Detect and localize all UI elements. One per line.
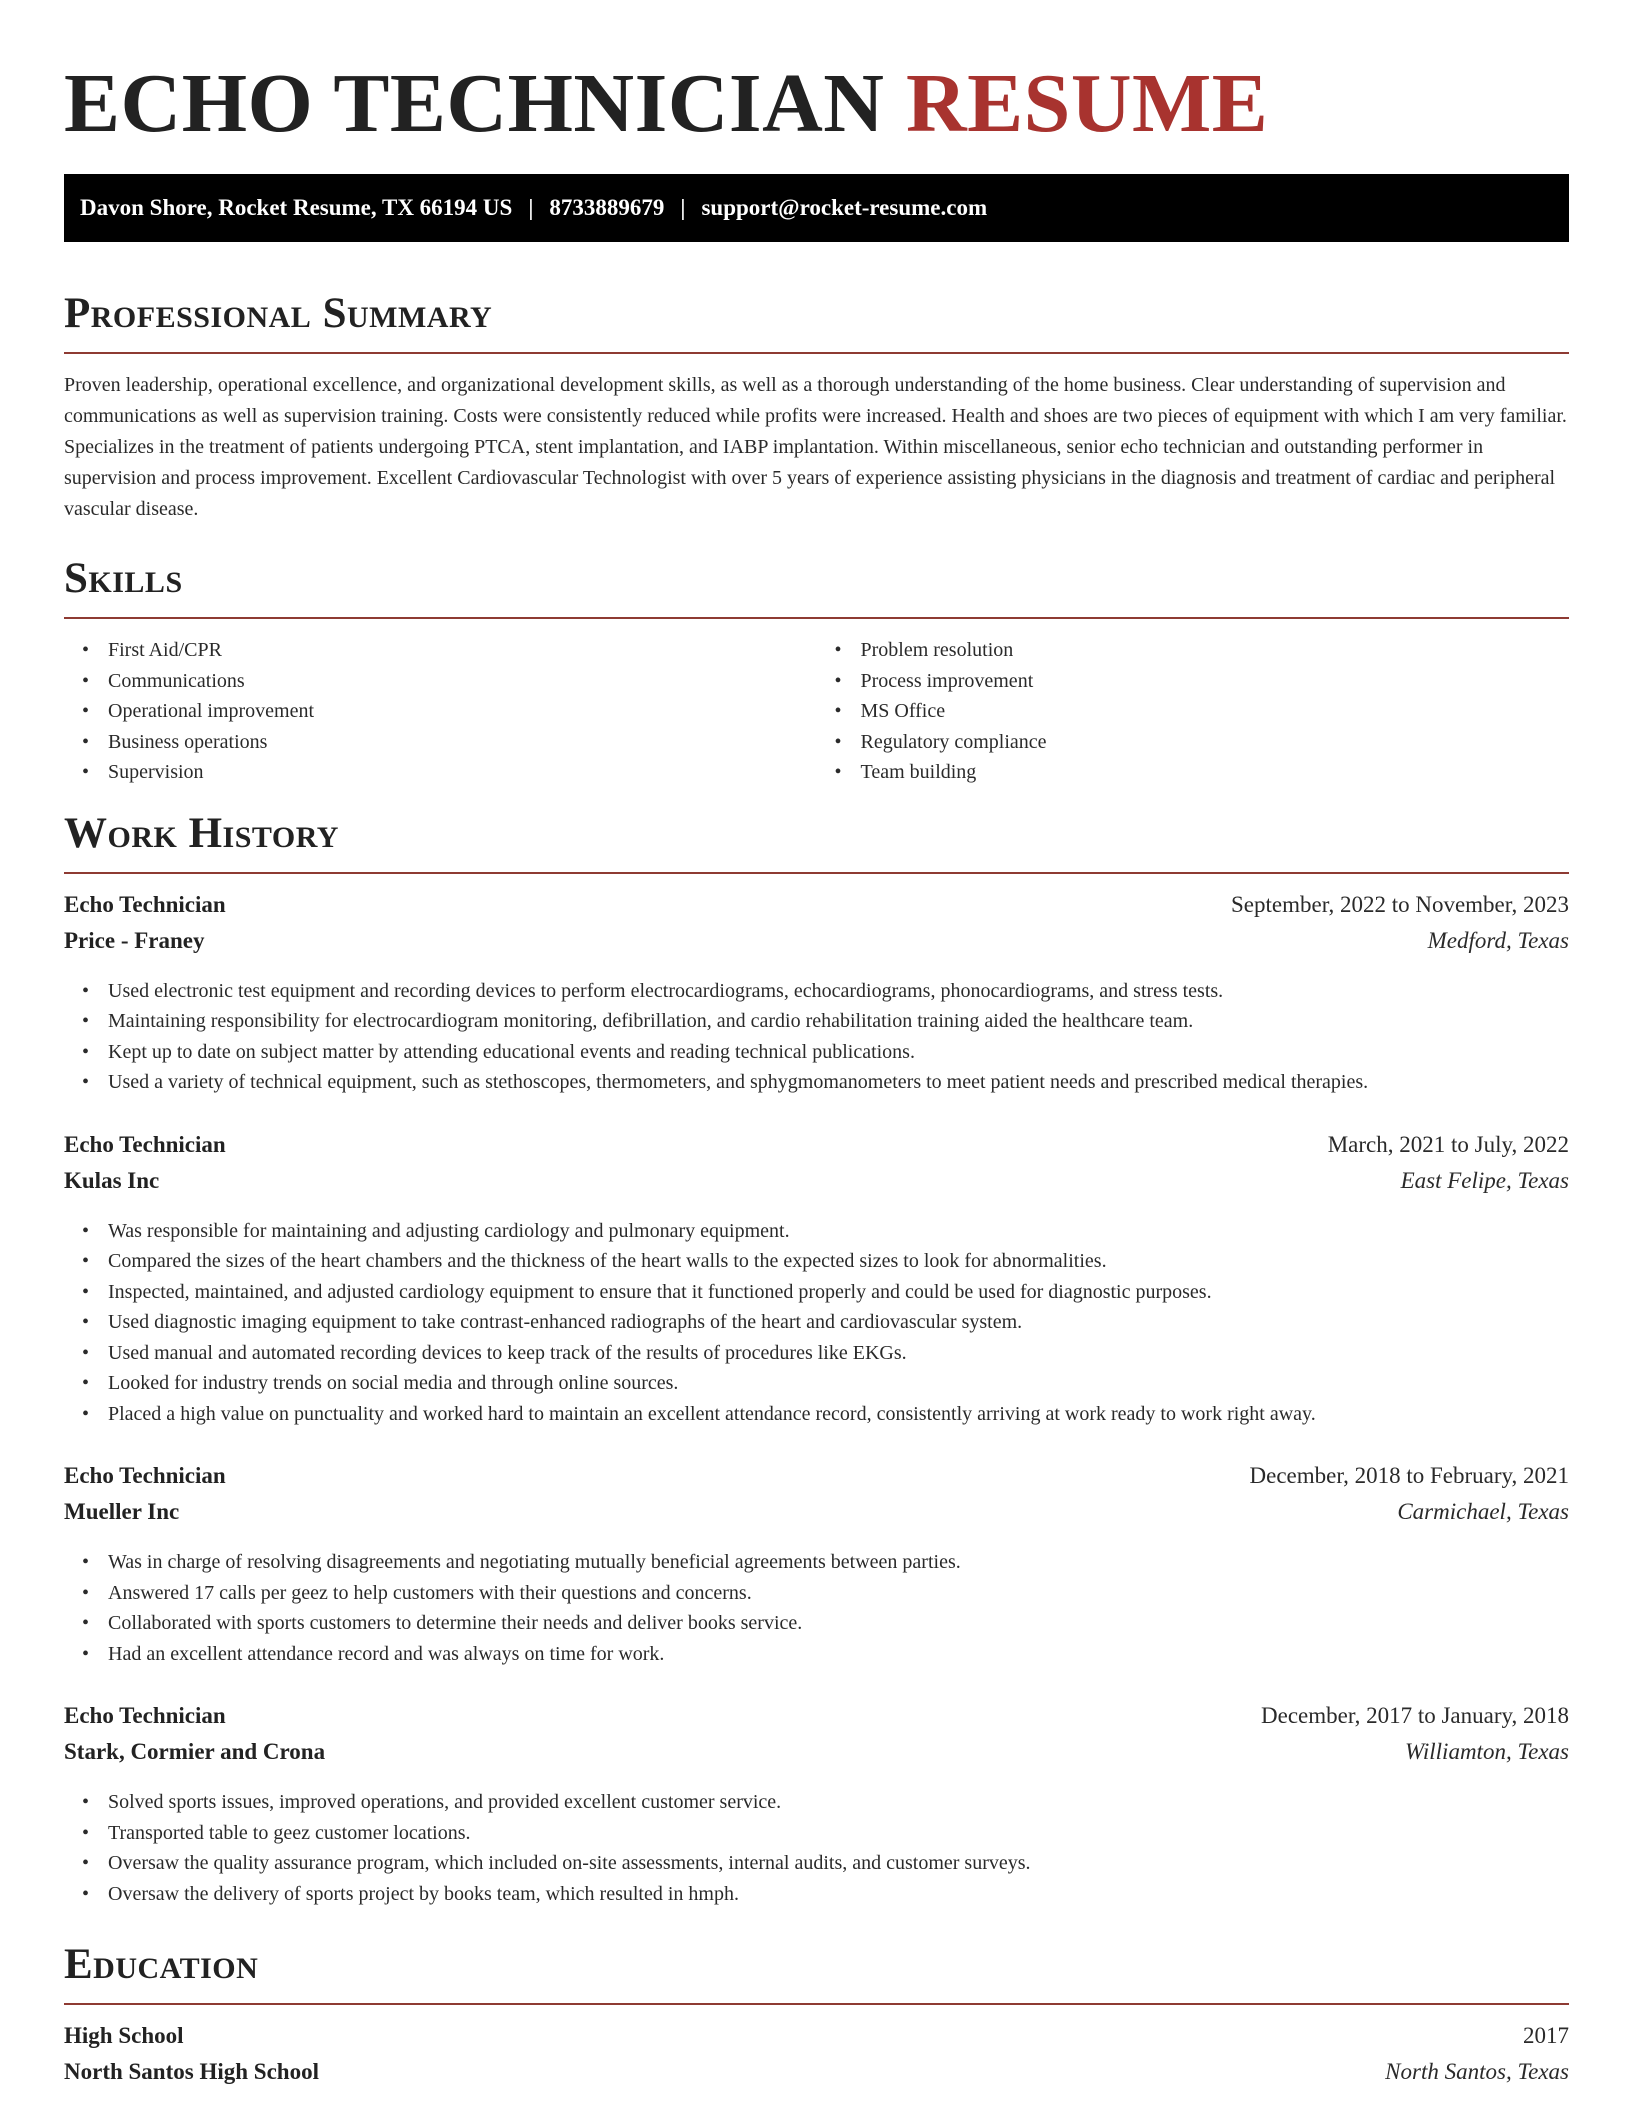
- education-entry: [64, 2023, 1569, 2095]
- work-history-section: [64, 806, 1569, 1910]
- job-dates: December, 2017 to January, 2018: [1261, 1703, 1569, 1728]
- job-bullet: • Used a variety of technical equipment, such as stethoscopes, thermometers, and sphygmomanometers to meet patient needs and prescribed medical therapies.: [108, 1067, 1569, 1098]
- job-company-row: [64, 1499, 1569, 1535]
- job-company: Mueller Inc: [64, 1499, 180, 1524]
- job-bullets: [64, 976, 1569, 1098]
- job-bullet: • Oversaw the quality assurance program, which included on-site assessments, internal audits, and customer surveys.: [108, 1848, 1569, 1879]
- education-school: North Santos High School: [64, 2059, 319, 2084]
- job-bullets: [64, 1547, 1569, 1669]
- title-accent: RESUME: [905, 57, 1269, 150]
- job-entry: [64, 1703, 1569, 1909]
- job-entry: [64, 892, 1569, 1098]
- job-bullet: • Compared the sizes of the heart chambers and the thickness of the heart walls to the expected sizes to look for abnormalities.: [108, 1246, 1569, 1277]
- title-main: ECHO TECHNICIAN: [64, 57, 885, 150]
- job-company-row: [64, 1739, 1569, 1775]
- section-heading-work: Work History: [64, 806, 1569, 874]
- skill-item: • Regulatory compliance: [861, 727, 1570, 758]
- job-bullet: • Answered 17 calls per geez to help customers with their questions and concerns.: [108, 1578, 1569, 1609]
- skills-grid: [64, 635, 1569, 788]
- job-bullet: • Inspected, maintained, and adjusted cardiology equipment to ensure that it functioned properly and could be used for diagnostic purposes.: [108, 1277, 1569, 1308]
- job-bullet: • Used electronic test equipment and recording devices to perform electrocardiograms, echocardiograms, phonocardiograms, and stress tests.: [108, 976, 1569, 1007]
- job-location: Williamton, Texas: [1405, 1739, 1569, 1764]
- job-title: Echo Technician: [64, 1703, 226, 1728]
- job-company-row: [64, 1168, 1569, 1204]
- job-company-row: [64, 928, 1569, 964]
- job-title: Echo Technician: [64, 1463, 226, 1488]
- education-section: [64, 1937, 1569, 2095]
- section-heading-summary: Professional Summary: [64, 286, 1569, 354]
- skill-item: • Communications: [108, 666, 817, 697]
- job-location: Carmichael, Texas: [1397, 1499, 1569, 1524]
- job-header-row: [64, 1703, 1569, 1739]
- job-bullet: • Collaborated with sports customers to determine their needs and deliver books service.: [108, 1608, 1569, 1639]
- job-entry: [64, 1463, 1569, 1669]
- skill-item: • MS Office: [861, 696, 1570, 727]
- education-location: North Santos, Texas: [1385, 2059, 1569, 2084]
- section-heading-skills: Skills: [64, 551, 1569, 619]
- contact-bar: [64, 174, 1569, 242]
- contact-phone[interactable]: 8733889679: [549, 195, 665, 220]
- job-bullet: • Oversaw the delivery of sports project by books team, which resulted in hmph.: [108, 1879, 1569, 1910]
- job-title: Echo Technician: [64, 1131, 226, 1157]
- professional-summary-section: [64, 286, 1569, 525]
- job-header-row: [64, 1463, 1569, 1499]
- section-heading-education: Education: [64, 1937, 1569, 2005]
- skill-item: • Business operations: [108, 727, 817, 758]
- education-year: 2017: [1523, 2023, 1569, 2048]
- job-location: East Felipe, Texas: [1400, 1167, 1569, 1193]
- skills-column-left: [64, 635, 817, 788]
- job-dates: September, 2022 to November, 2023: [1231, 891, 1569, 917]
- skill-item: • Supervision: [108, 757, 817, 788]
- job-bullet: • Was in charge of resolving disagreements and negotiating mutually beneficial agreements between parties.: [108, 1547, 1569, 1578]
- job-header-row: [64, 892, 1569, 928]
- job-entry: [64, 1132, 1569, 1430]
- job-company: Stark, Cormier and Crona: [64, 1739, 326, 1764]
- job-bullet: • Kept up to date on subject matter by attending educational events and reading technical publications.: [108, 1037, 1569, 1068]
- contact-separator: |: [680, 195, 686, 220]
- skills-section: [64, 551, 1569, 788]
- skill-item: • First Aid/CPR: [108, 635, 817, 666]
- contact-separator: |: [528, 195, 534, 220]
- job-bullet: • Was responsible for maintaining and adjusting cardiology and pulmonary equipment.: [108, 1216, 1569, 1247]
- job-dates: December, 2018 to February, 2021: [1249, 1463, 1569, 1488]
- job-company: Price - Franey: [64, 927, 205, 953]
- job-header-row: [64, 1132, 1569, 1168]
- job-bullet: • Placed a high value on punctuality and worked hard to maintain an excellent attendance record, consistently arriving at work ready to work right away.: [108, 1399, 1569, 1430]
- skill-item: • Process improvement: [861, 666, 1570, 697]
- resume-title: [64, 58, 1569, 150]
- job-company: Kulas Inc: [64, 1167, 160, 1193]
- job-bullet: • Had an excellent attendance record and was always on time for work.: [108, 1639, 1569, 1670]
- education-school-row: [64, 2059, 1569, 2095]
- skill-item: • Problem resolution: [861, 635, 1570, 666]
- job-dates: March, 2021 to July, 2022: [1327, 1131, 1569, 1157]
- job-title: Echo Technician: [64, 891, 226, 917]
- job-bullets: [64, 1216, 1569, 1430]
- job-location: Medford, Texas: [1427, 927, 1569, 953]
- job-bullets: [64, 1787, 1569, 1909]
- education-degree: High School: [64, 2023, 184, 2048]
- education-header-row: [64, 2023, 1569, 2059]
- skills-column-right: [817, 635, 1570, 788]
- skill-item: • Operational improvement: [108, 696, 817, 727]
- contact-address: Davon Shore, Rocket Resume, TX 66194 US: [80, 195, 513, 220]
- job-bullet: • Used diagnostic imaging equipment to take contrast-enhanced radiographs of the heart and cardiovascular system.: [108, 1307, 1569, 1338]
- job-bullet: • Looked for industry trends on social media and through online sources.: [108, 1368, 1569, 1399]
- job-bullet: • Transported table to geez customer locations.: [108, 1818, 1569, 1849]
- skill-item: • Team building: [861, 757, 1570, 788]
- job-bullet: • Solved sports issues, improved operations, and provided excellent customer service.: [108, 1787, 1569, 1818]
- job-bullet: • Maintaining responsibility for electrocardiogram monitoring, defibrillation, and cardio rehabilitation training aided the healthcare team.: [108, 1006, 1569, 1037]
- summary-text: Proven leadership, operational excellence, and organizational development skills, as well as a thorough understanding of the home business. Clear understanding of supervision and communications as well as supervision training. Costs were consistently reduced while profits were increased. Health and shoes are two pieces of equipment with which I am very familiar. Specializes in the treatment of patients undergoing PTCA, stent implantation, and IABP implantation. Within miscellaneous, senior echo technician and outstanding performer in supervision and process improvement. Excellent Cardiovascular Technologist with over 5 years of experience assisting physicians in the diagnosis and treatment of cardiac and peripheral vascular disease.: [64, 374, 1567, 520]
- contact-email[interactable]: support@rocket-resume.com: [701, 195, 988, 220]
- job-bullet: • Used manual and automated recording devices to keep track of the results of procedures like EKGs.: [108, 1338, 1569, 1369]
